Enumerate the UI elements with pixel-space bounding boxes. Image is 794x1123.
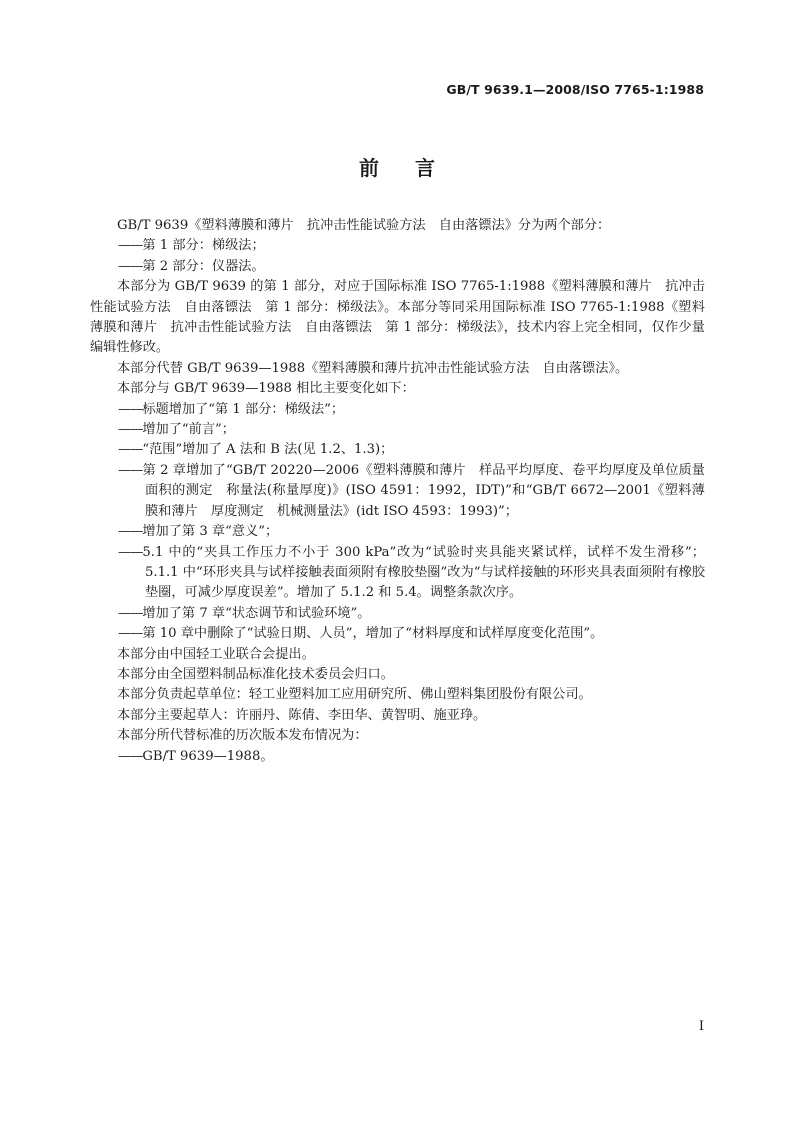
paragraph: 本部分与 GB/T 9639—1988 相比主要变化如下： bbox=[117, 381, 415, 397]
paragraph: 本部分由中国轻工业联合会提出。 bbox=[117, 646, 315, 662]
paragraph: 本部分主要起草人：许丽丹、陈倩、李田华、黄智明、施亚琤。 bbox=[117, 707, 487, 723]
list-item: ——“范围”增加了 A 法和 B 法(见 1.2、1.3)； bbox=[118, 442, 394, 458]
list-item: ——增加了第 3 章“意义”； bbox=[118, 524, 279, 540]
list-item: ——增加了“前言”； bbox=[118, 422, 235, 438]
page-title: 前言 bbox=[359, 156, 471, 180]
paragraph: 本部分代替 GB/T 9639—1988《塑料薄膜和薄片抗冲击性能试验方法 自由落镖法》。 bbox=[117, 360, 629, 376]
foreword-body bbox=[90, 216, 705, 767]
list-item: ——第 1 部分：梯级法； bbox=[118, 238, 265, 254]
list-item: ——5.1 中的“夹具工作压力不小于 300 kPa”改为“试验时夹具能夹紧试样，试样不发生滑移”；5.1.1 中“环形夹具与试样接触表面须附有橡胶垫圈”改为“与试样接触的环形夹具表面须附有橡胶垫圈，可减少厚度误差”。增加了 5.1.2 和 5.4。调整条款次序。 bbox=[118, 544, 705, 601]
list-item: ——第 10 章中删除了“试验日期、人员”，增加了“材料厚度和试样厚度变化范围”。 bbox=[118, 626, 604, 642]
list-item: ——第 2 部分：仪器法。 bbox=[118, 258, 265, 274]
standard-code-header: GB/T 9639.1—2008/ISO 7765-1:1988 bbox=[446, 82, 704, 97]
paragraph: 本部分负责起草单位：轻工业塑料加工应用研究所、佛山塑料集团股份有限公司。 bbox=[117, 687, 592, 703]
list-item: ——GB/T 9639—1988。 bbox=[118, 748, 274, 764]
list-item: ——第 2 章增加了“GB/T 20220—2006《塑料薄膜和薄片 样品平均厚度、卷平均厚度及单位质量面积的测定 称量法(称量厚度)》(ISO 4591：1992，IDT)”和“GB/T 6672—2001《塑料薄膜和薄片 厚度测定 机械测量法》(idt ISO 4593：1993)”； bbox=[118, 462, 705, 519]
page-number: I bbox=[698, 1019, 704, 1034]
paragraph: GB/T 9639《塑料薄膜和薄片 抗冲击性能试验方法 自由落镖法》分为两个部分： bbox=[117, 218, 611, 233]
paragraph: 本部分由全国塑料制品标准化技术委员会归口。 bbox=[117, 666, 394, 682]
list-item: ——增加了第 7 章“状态调节和试验环境”。 bbox=[118, 605, 371, 621]
paragraph: 本部分为 GB/T 9639 的第 1 部分，对应于国际标准 ISO 7765-1:1988《塑料薄膜和薄片 抗冲击性能试验方法 自由落镖法 第 1 部分：梯级法》。本部分等同采用国际标准 ISO 7765-1:1988《塑料薄膜和薄片 抗冲击性能试验方法 自由落镖法 第 1 部分：梯级法》，技术内容上完全相同，仅作少量编辑性修改。 bbox=[90, 279, 705, 356]
paragraph: 本部分所代替标准的历次版本发布情况为： bbox=[117, 728, 368, 744]
list-item: ——标题增加了“第 1 部分：梯级法”； bbox=[118, 401, 345, 417]
